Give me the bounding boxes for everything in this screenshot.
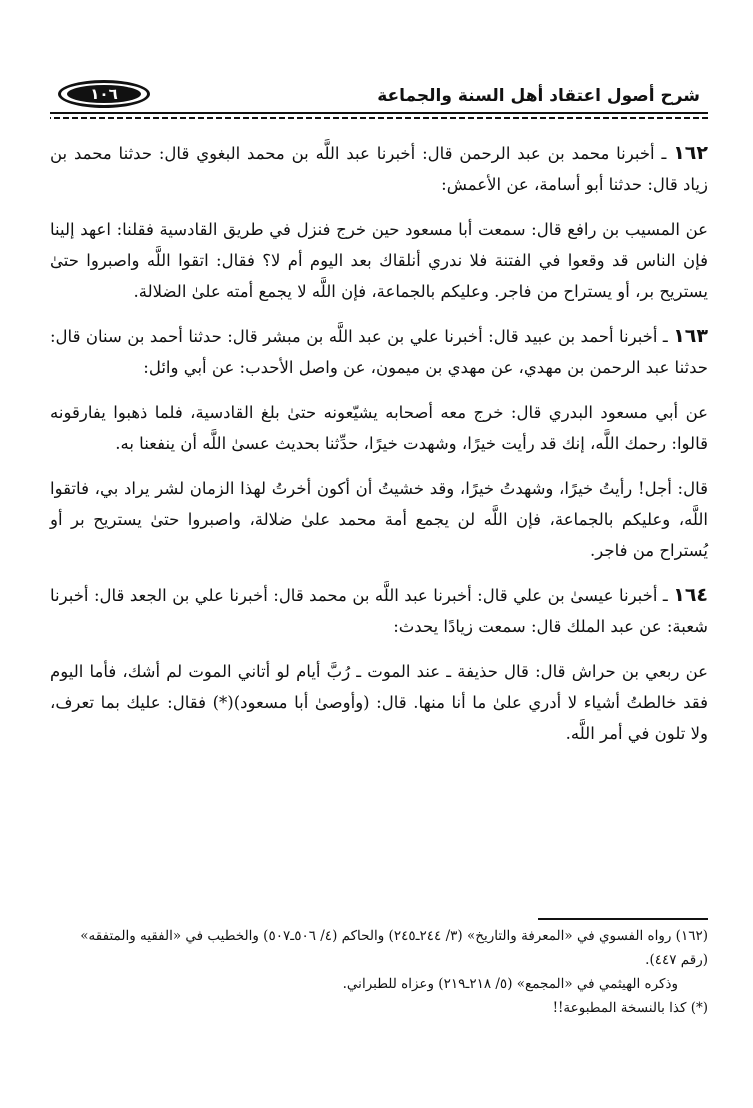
footnotes [50,918,708,1020]
hadith-number-163: ١٦٣ [673,325,708,347]
footnote-162: (١٦٢) رواه الفسوي في «المعرفة والتاريخ» (٣/ ٢٤٤ـ٢٤٥) والحاكم (٤/ ٥٠٦ـ٥٠٧) والخطيب في «الفقيه والمتفقه» (رقم ٤٤٧). [80,928,708,968]
isnad-text: ـ أخبرنا محمد بن عبد الرحمن قال: أخبرنا عبد اللَّه بن محمد البغوي قال: حدثنا محمد بن زياد قال: حدثنا أبو أسامة، عن الأعمش: [50,144,708,194]
isnad-text: ـ أخبرنا أحمد بن عبيد قال: أخبرنا علي بن عبد اللَّه بن مبشر قال: حدثنا أحمد بن سنان قال: حدثنا عبد الرحمن بن مهدي، عن مهدي بن ميمون، عن واصل الأحدب: عن أبي وائل: [50,327,708,377]
book-page [50,0,708,1108]
page-number: ١٠٦ [67,85,141,103]
isnad-text: ـ أخبرنا عيسىٰ بن علي قال: أخبرنا عبد اللَّه بن محمد قال: أخبرنا علي بن الجعد قال: أخبرنا شعبة: عن عبد الملك قال: سمعت زيادًا يحدث: [50,586,708,636]
page-header [50,74,708,124]
hadith-163-matn-1: عن أبي مسعود البدري قال: خرج معه أصحابه يشيّعونه حتىٰ بلغ القادسية، فلما ذهبوا يفارقونه قالوا: رحمك اللَّه، إنك قد رأيت خيرًا، وشهدت خيرًا، حدِّثنا بحديث عسىٰ اللَّه أن ينفعنا به. [50,403,708,453]
hadith-number-162: ١٦٢ [673,142,708,164]
hadith-164-isnad [50,580,708,642]
hadith-number-164: ١٦٤ [673,584,709,606]
hadith-163-isnad [50,321,708,383]
page-number-badge [58,80,150,108]
hadith-162-isnad [50,138,708,200]
footnote-divider [538,918,708,920]
header-divider [50,112,708,119]
running-title: شرح أصول اعتقاد أهل السنة والجماعة [377,86,700,106]
hadith-163-matn-2: قال: أجل! رأيتُ خيرًا، وشهدتُ خيرًا، وقد خشيتُ أن أكون أخرتُ لهذا الزمان لشر يراد بي، فاتقوا اللَّه، وعليكم بالجماعة، فإن اللَّه لن يجمع أمة محمد علىٰ ضلالة، واصبروا حتىٰ يستريح بر أو يُستراح من فاجر. [50,479,708,560]
hadith-164-matn: عن ربعي بن حراش قال: قال حذيفة ـ عند الموت ـ رُبَّ أيام لو أتاني الموت لم أشك، فأما اليوم فقد خالطتُ أشياء لا أدري علىٰ ما أنا منها. قال: (وأوصىٰ أبا مسعود)(*) فقال: عليك بما تعرف، ولا تلون في أمر اللَّه. [50,662,708,743]
footnote-162-continued: وذكره الهيثمي في «المجمع» (٥/ ٢١٨ـ٢١٩) وعزاه للطبراني. [342,976,678,992]
footnote-star: (*) كذا بالنسخة المطبوعة!! [552,1000,708,1016]
main-text [50,138,708,763]
hadith-162-matn: عن المسيب بن رافع قال: سمعت أبا مسعود حين خرج فنزل في طريق القادسية فقلنا: اعهد إلينا فإن الناس قد وقعوا في الفتنة فلا ندري أنلقاك بعد اليوم أم لا؟ فقال: اتقوا اللَّه واصبروا حتىٰ يستريح بر، أو يستراح من فاجر. وعليكم بالجماعة، فإن اللَّه لا يجمع أمته علىٰ الضلالة. [50,220,708,301]
